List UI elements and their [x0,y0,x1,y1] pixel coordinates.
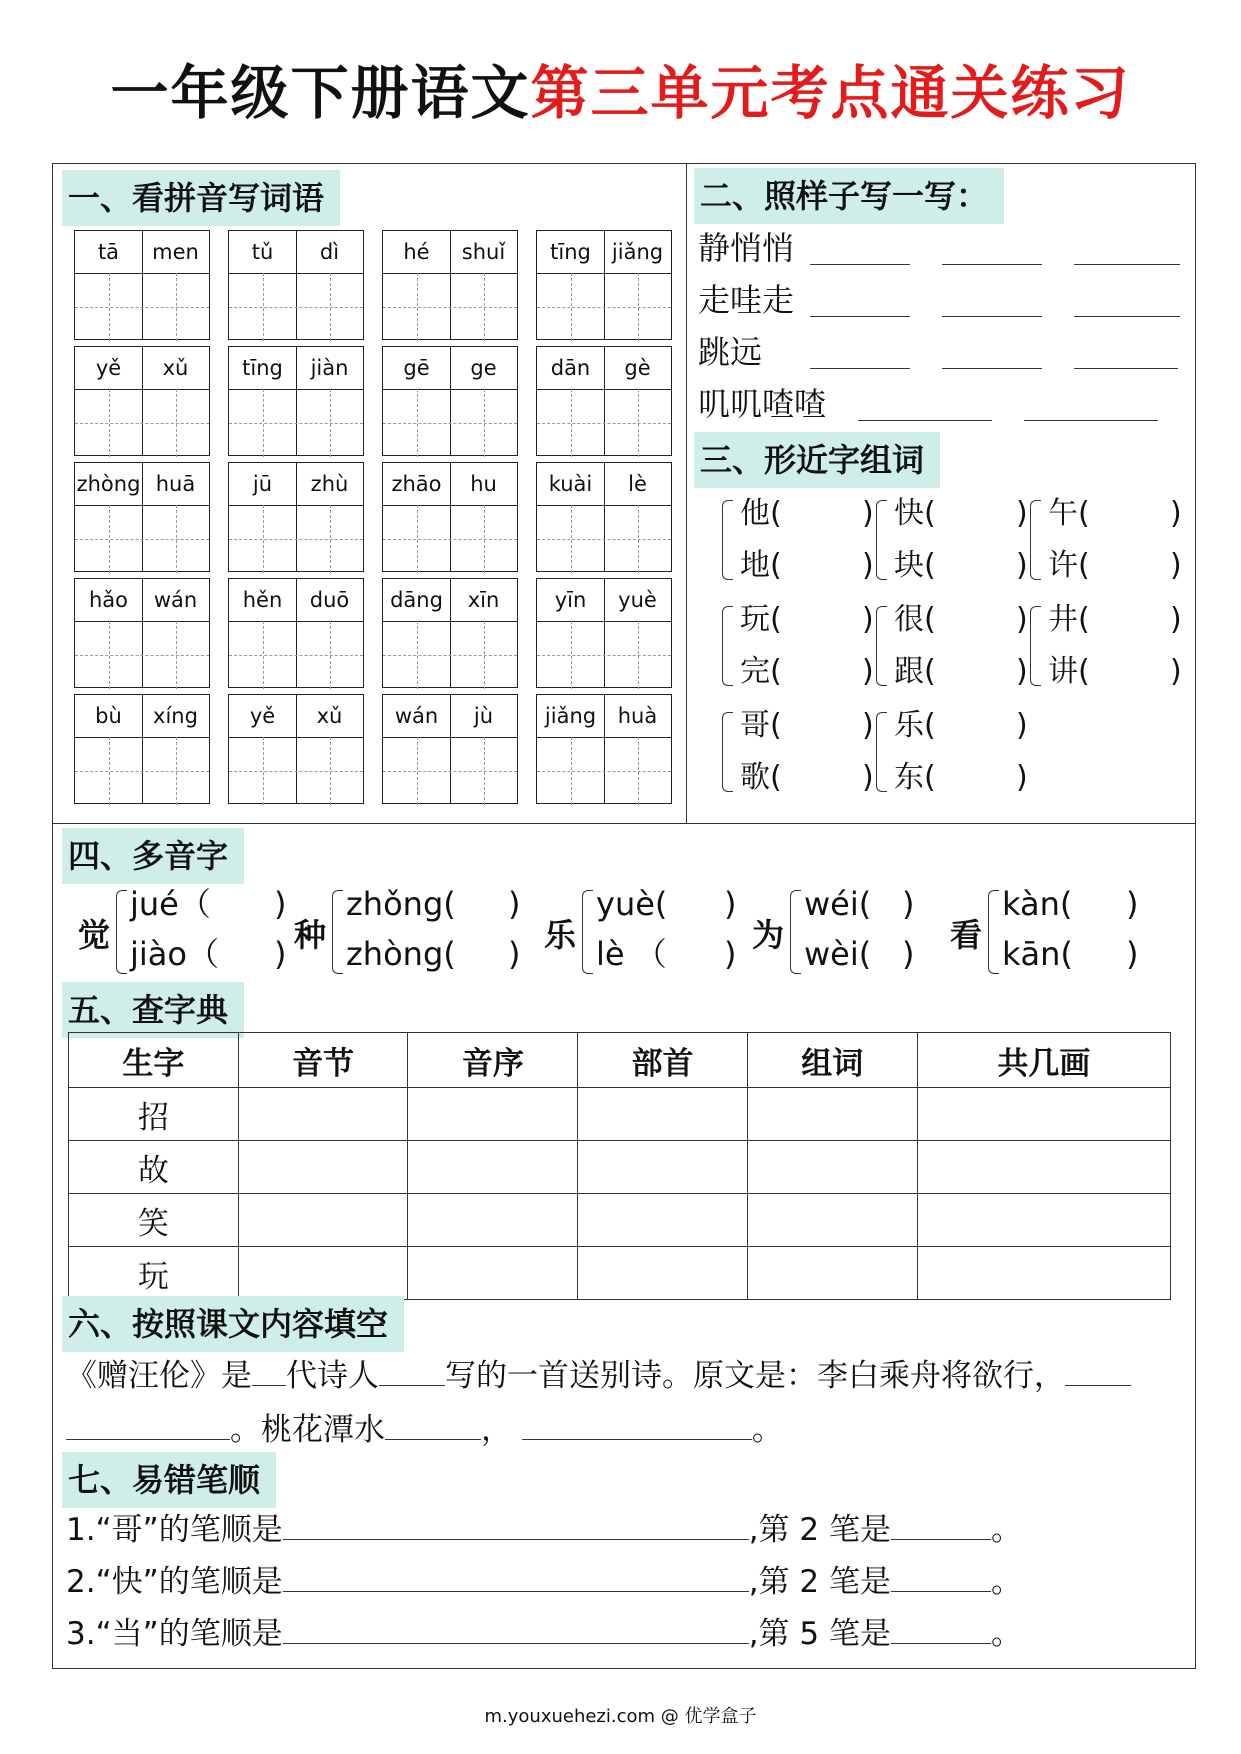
pinyin-box[interactable] [74,346,210,456]
reading-2: zhòng( [346,935,456,973]
reading-2: jiào（ [130,935,219,973]
paren: ) [902,885,915,923]
pinyin-box[interactable] [536,230,672,340]
pinyin-syllable: zhù [310,472,349,496]
answer-cell[interactable] [238,1247,408,1300]
pinyin-box[interactable] [382,346,518,456]
answer-line[interactable] [858,420,992,421]
char-cell: 玩 [69,1247,239,1300]
answer-cell[interactable] [917,1194,1170,1247]
pinyin-syllable: jiǎng [611,240,664,264]
paren: ) [862,496,874,531]
reading-1: kàn( [1002,885,1073,923]
stroke-question [66,1560,1022,1604]
blank[interactable] [379,1355,445,1386]
polyphone-char: 乐 [544,916,577,954]
pinyin-syllable: wán [394,704,439,728]
column-header: 组词 [747,1033,917,1088]
pinyin-syllable: wán [153,588,198,612]
section-6-heading: 六、按照课文内容填空 [62,1296,404,1352]
char-cell: 故 [69,1141,239,1194]
answer-line[interactable] [942,264,1042,265]
answer-cell[interactable] [408,1088,578,1141]
pinyin-syllable: yīn [554,588,587,612]
paren: ) [862,760,874,795]
paren: ( [924,548,936,583]
paren: ) [724,935,737,973]
paren: ) [1170,654,1182,689]
stroke-question [66,1508,1022,1552]
pinyin-syllable: bù [95,704,122,728]
stroke-prompt-2: ,第 2 笔是 [748,1564,891,1600]
blank[interactable] [283,1613,749,1644]
stroke-end: 。 [991,1564,1022,1600]
answer-cell[interactable] [238,1141,408,1194]
section-5-heading: 五、查字典 [62,982,244,1038]
pinyin-syllable: hu [470,472,497,496]
stroke-end: 。 [991,1616,1022,1652]
title-black: 一年级下册语文 [110,59,531,127]
reading-2: kān( [1002,935,1073,973]
pinyin-syllable: ge [470,356,497,380]
blank[interactable] [385,1409,481,1440]
stroke-prompt: 2.“快”的笔顺是 [66,1564,283,1600]
paren: ) [862,548,874,583]
pinyin-box[interactable] [74,230,210,340]
paren: ) [1170,548,1182,583]
answer-cell[interactable] [747,1141,917,1194]
pinyin-syllable: yě [249,704,276,728]
section-4-heading: 四、多音字 [62,828,244,884]
paren: ) [1126,935,1139,973]
pinyin-syllable: shuǐ [461,240,506,264]
paren: ( [770,760,782,795]
answer-cell[interactable] [917,1247,1170,1300]
pinyin-syllable: duō [309,588,350,612]
example-2: 走哇走 [698,281,795,319]
paren: ) [1016,654,1028,689]
answer-line[interactable] [1074,316,1180,317]
dictionary-table [68,1032,1171,1300]
paren: ) [508,935,521,973]
reading-1: yuè( [596,885,668,923]
pinyin-syllable: yuè [618,588,657,612]
stroke-prompt: 1.“哥”的笔顺是 [66,1512,283,1548]
similar-char: 地 [740,548,770,583]
paren: ) [862,602,874,637]
paren: ) [902,935,915,973]
polyphone-char: 看 [950,916,983,954]
pinyin-syllable: hǎo [88,588,129,612]
fill-text: 写的一首送别诗。原文是：李白乘舟将欲行， [445,1358,1065,1394]
divider-vertical [686,163,687,823]
similar-char: 许 [1048,548,1078,583]
pinyin-syllable: jiǎng [544,704,597,728]
pinyin-syllable: gē [403,356,430,380]
polyphone-char: 觉 [78,916,111,954]
answer-cell[interactable] [238,1088,408,1141]
fill-text: 代诗人 [286,1358,379,1394]
answer-line[interactable] [1074,368,1178,369]
answer-cell[interactable] [578,1141,748,1194]
page-title [0,58,1241,128]
pinyin-box[interactable] [228,694,364,804]
paren: ( [770,548,782,583]
paren: ) [862,654,874,689]
answer-cell[interactable] [408,1247,578,1300]
section-2-heading: 二、照样子写一写： [694,168,1004,224]
fill-text: 。 [751,1412,783,1448]
blank[interactable] [66,1409,230,1440]
blank[interactable] [283,1561,749,1592]
section-3-heading: 三、形近字组词 [694,432,940,488]
paren: ) [508,885,521,923]
example-4: 叽叽喳喳 [698,385,827,423]
column-header: 音序 [408,1033,578,1088]
fill-line-2 [66,1408,783,1452]
polyphone-char: 为 [752,916,785,954]
pinyin-box[interactable] [382,230,518,340]
paren: ) [1016,760,1028,795]
fill-text: 。桃花潭水 [230,1412,385,1448]
similar-char: 块 [894,548,924,583]
pinyin-box[interactable] [382,578,518,688]
answer-line[interactable] [942,316,1042,317]
blank[interactable] [891,1613,991,1644]
stroke-prompt: 3.“当”的笔顺是 [66,1616,283,1652]
table-row [69,1088,1171,1141]
blank[interactable] [891,1509,991,1540]
stroke-end: 。 [991,1512,1022,1548]
paren: ( [770,496,782,531]
paren: ( [924,654,936,689]
paren: ( [1078,654,1090,689]
pinyin-syllable: jū [252,472,273,496]
pinyin-box[interactable] [228,578,364,688]
section-1-heading: 一、看拼音写词语 [62,170,340,226]
answer-line[interactable] [810,264,910,265]
paren: ) [1126,885,1139,923]
pinyin-box[interactable] [228,346,364,456]
reading-1: jué（ [130,885,211,923]
footer-source: m.youxuehezi.com @ 优学盒子 [484,1706,757,1727]
divider-horizontal [52,823,1196,824]
answer-line[interactable] [810,316,910,317]
pinyin-syllable: zhòng [76,472,141,496]
pinyin-syllable: tīng [550,240,591,264]
pinyin-syllable: dāng [390,588,443,612]
section-7-heading: 七、易错笔顺 [62,1452,276,1508]
table-header-row [69,1033,1171,1088]
fill-line-1 [66,1354,1131,1398]
similar-char: 他 [740,496,770,531]
paren: ( [770,602,782,637]
pinyin-syllable: hé [403,240,430,264]
similar-char: 玩 [740,602,770,637]
paren: ( [770,708,782,743]
reading-2: lè （ [596,935,667,973]
similar-char: 东 [894,760,924,795]
similar-char: 乐 [894,708,924,743]
pinyin-box[interactable] [536,462,672,572]
blank[interactable] [522,1409,752,1440]
reading-1: zhǒng( [346,885,456,923]
blank[interactable] [891,1561,991,1592]
paren: ) [1016,496,1028,531]
pinyin-syllable: gè [624,356,651,380]
example-3: 跳远 [698,333,763,371]
paren: ( [1078,602,1090,637]
answer-line[interactable] [1024,420,1158,421]
paren: ( [1078,548,1090,583]
answer-cell[interactable] [578,1088,748,1141]
polyphone-char: 种 [294,916,327,954]
paren: ) [274,935,287,973]
pinyin-box[interactable] [536,578,672,688]
paren: ) [1170,496,1182,531]
pinyin-syllable: dì [319,240,340,264]
column-header: 生字 [69,1033,239,1088]
answer-cell[interactable] [578,1247,748,1300]
char-cell: 笑 [69,1194,239,1247]
fill-text: 《赠汪伦》是 [66,1358,252,1394]
pinyin-syllable: dān [550,356,591,380]
table-row [69,1141,1171,1194]
paren: ) [1170,602,1182,637]
pinyin-box[interactable] [382,694,518,804]
pinyin-syllable: jù [473,704,494,728]
similar-char: 歌 [740,760,770,795]
pinyin-syllable: jiàn [310,356,349,380]
blank[interactable] [283,1509,749,1540]
blank[interactable] [1065,1355,1131,1386]
char-cell: 招 [69,1088,239,1141]
title-red: 第三单元考点通关练习 [530,59,1131,127]
answer-cell[interactable] [408,1141,578,1194]
pinyin-syllable: xíng [153,704,198,728]
answer-line[interactable] [942,368,1042,369]
reading-1: wéi( [804,885,872,923]
paren: ( [1078,496,1090,531]
pinyin-syllable: kuài [548,472,593,496]
stroke-prompt-2: ,第 2 笔是 [748,1512,891,1548]
pinyin-syllable: tā [97,240,120,264]
paren: ) [1016,708,1028,743]
pinyin-syllable: huā [155,472,196,496]
example-1: 静悄悄 [698,229,795,267]
pinyin-box[interactable] [228,230,364,340]
pinyin-box[interactable] [74,578,210,688]
similar-char: 哥 [740,708,770,743]
pinyin-syllable: yě [95,356,122,380]
pinyin-syllable: xǔ [162,356,189,380]
pinyin-syllable: hěn [242,588,283,612]
answer-cell[interactable] [747,1247,917,1300]
table-row [69,1194,1171,1247]
answer-line[interactable] [810,368,910,369]
stroke-question [66,1612,1022,1656]
answer-cell[interactable] [747,1088,917,1141]
pinyin-syllable: xīn [467,588,500,612]
answer-cell[interactable] [408,1194,578,1247]
similar-char: 午 [1048,496,1078,531]
answer-cell[interactable] [578,1194,748,1247]
column-header: 部首 [578,1033,748,1088]
similar-char: 完 [740,654,770,689]
similar-char: 跟 [894,654,924,689]
pinyin-box[interactable] [74,694,210,804]
pinyin-syllable: tīng [242,356,283,380]
table-row [69,1247,1171,1300]
stroke-prompt-2: ,第 5 笔是 [748,1616,891,1652]
paren: ( [924,602,936,637]
similar-char: 快 [894,496,924,531]
answer-cell[interactable] [917,1088,1170,1141]
pinyin-syllable: zhāo [391,472,442,496]
answer-cell[interactable] [747,1194,917,1247]
paren: ) [724,885,737,923]
answer-cell[interactable] [917,1141,1170,1194]
fill-text: ， [481,1412,512,1448]
pinyin-syllable: xǔ [316,704,343,728]
column-header: 音节 [238,1033,408,1088]
paren: ( [924,708,936,743]
similar-char: 井 [1048,602,1078,637]
paren: ) [274,885,287,923]
pinyin-box[interactable] [382,462,518,572]
paren: ) [1016,548,1028,583]
pinyin-box[interactable] [536,346,672,456]
pinyin-syllable: lè [628,472,647,496]
pinyin-box[interactable] [536,694,672,804]
reading-2: wèi( [804,935,872,973]
similar-char: 很 [894,602,924,637]
answer-cell[interactable] [238,1194,408,1247]
pinyin-syllable: tǔ [251,240,274,264]
similar-char: 讲 [1048,654,1078,689]
pinyin-syllable: men [152,240,199,264]
paren: ( [770,654,782,689]
pinyin-box[interactable] [228,462,364,572]
paren: ) [1016,602,1028,637]
paren: ) [862,708,874,743]
paren: ( [924,760,936,795]
column-header: 共几画 [917,1033,1170,1088]
blank[interactable] [252,1355,286,1386]
pinyin-syllable: huà [617,704,658,728]
paren: ( [924,496,936,531]
pinyin-box[interactable] [74,462,210,572]
answer-line[interactable] [1074,264,1180,265]
